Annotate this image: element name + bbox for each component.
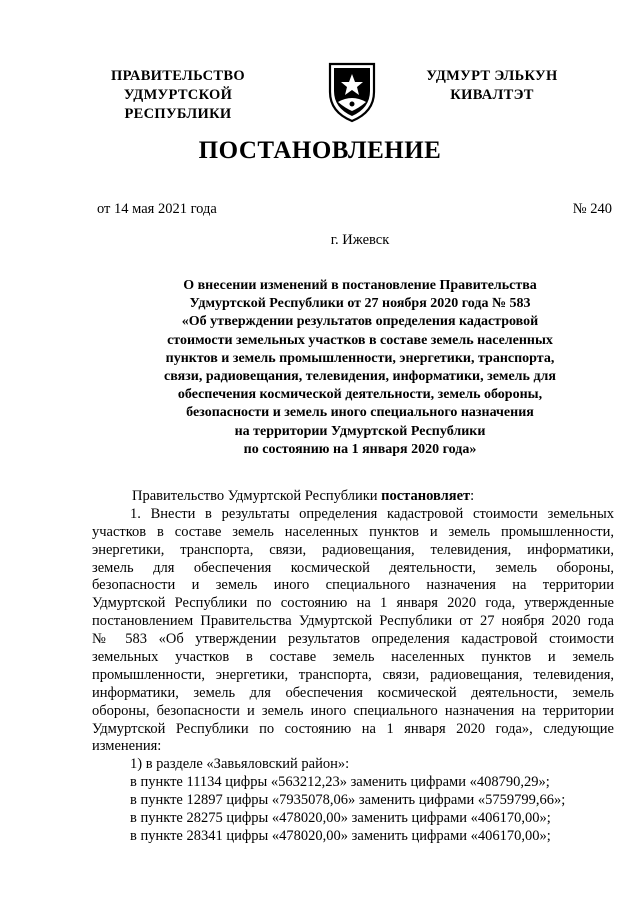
intro-line bbox=[92, 488, 614, 506]
document-body bbox=[92, 488, 614, 846]
intro-text: Правительство Удмуртской Республики bbox=[132, 488, 382, 504]
change-item: в пункте 28275 цифры «478020,00» заменить цифрами «406170,00»; bbox=[130, 810, 551, 827]
udmurt-coat-of-arms-icon bbox=[326, 58, 378, 124]
paragraph-line: земельных участков в составе земель населенных пунктов и земель bbox=[92, 649, 614, 666]
document-subject bbox=[120, 277, 600, 459]
section-heading: 1) в разделе «Завьяловский район»: bbox=[130, 756, 350, 773]
subject-line: обеспечения космической деятельности, земель обороны, bbox=[177, 387, 543, 403]
paragraph-line: Удмуртской Республики по состоянию на 1 января 2020 года», следующие bbox=[92, 720, 614, 737]
paragraph-line: энергетики, транспорта, связи, радиовещания, телевидения, информатики, bbox=[92, 541, 614, 558]
paragraph-line: Удмуртской Республики по состоянию на 1 января 2020 года, утвержденные bbox=[92, 595, 614, 612]
paragraph-line: постановлением Правительства Удмуртской Республики от 27 ноября 2020 года bbox=[92, 613, 614, 630]
subject-line: О внесении изменений в постановление Правительства bbox=[183, 278, 537, 293]
subject-line: пунктов и земель промышленности, энергетики, транспорта, bbox=[165, 350, 555, 366]
header-left-line-2: УДМУРТСКОЙ РЕСПУБЛИКИ bbox=[123, 87, 233, 122]
paragraph-last-line: изменения: bbox=[92, 738, 162, 755]
document-city: г. Ижевск bbox=[330, 232, 390, 248]
header-right-line-1: УДМУРТ ЭЛЬКУН bbox=[426, 68, 558, 84]
paragraph-line: № 583 «Об утверждении результатов определения кадастровой стоимости bbox=[92, 631, 614, 648]
change-item: в пункте 11134 цифры «563212,23» заменить цифрами «408790,29»; bbox=[130, 774, 550, 791]
subject-line: связи, радиовещания, телевидения, информатики, земель для bbox=[164, 369, 556, 385]
subject-line: «Об утверждении результатов определения кадастровой bbox=[181, 314, 539, 330]
paragraph-line: земель для обеспечения космической деятельности, земель обороны, bbox=[92, 559, 614, 576]
header-left bbox=[78, 67, 278, 124]
paragraph-line: 1. Внести в результаты определения кадастровой стоимости земельных bbox=[130, 505, 614, 522]
document-number: № 240 bbox=[572, 201, 612, 217]
paragraph-line: обороны, безопасности и земель иного специального назначения на территории bbox=[92, 702, 614, 719]
paragraph-line: информатики, земель для обеспечения космической деятельности, земель bbox=[92, 684, 614, 701]
paragraph-line: безопасности и земель иного специального назначения на территории bbox=[92, 577, 614, 594]
header-left-line-1: ПРАВИТЕЛЬСТВО bbox=[111, 68, 245, 84]
subject-line: безопасности и земель иного специального назначения bbox=[186, 405, 534, 421]
header-right-line-2: КИВАЛТЭТ bbox=[450, 87, 534, 103]
subject-line: по состоянию на 1 января 2020 года» bbox=[243, 441, 477, 457]
paragraph-line: участков в составе земель населенных пунктов и земель промышленности, bbox=[92, 523, 614, 540]
subject-line: стоимости земельных участков в составе земель населенных bbox=[167, 332, 553, 348]
intro-end: : bbox=[470, 488, 475, 504]
paragraph-line: промышленности, энергетики, транспорта, связи, радиовещания, телевидения, bbox=[92, 666, 614, 683]
subject-line: Удмуртской Республики от 27 ноября 2020 года № 583 bbox=[189, 296, 531, 312]
document-title: ПОСТАНОВЛЕНИЕ bbox=[198, 137, 442, 164]
subject-line: на территории Удмуртской Республики bbox=[234, 423, 486, 439]
intro-verb: постановляет bbox=[381, 488, 471, 504]
change-item: в пункте 12897 цифры «7935078,06» заменить цифрами «5759799,66»; bbox=[130, 792, 566, 809]
header-right bbox=[412, 67, 572, 105]
document-date: от 14 мая 2021 года bbox=[97, 201, 217, 217]
change-item: в пункте 28341 цифры «478020,00» заменить цифрами «406170,00»; bbox=[130, 828, 551, 845]
